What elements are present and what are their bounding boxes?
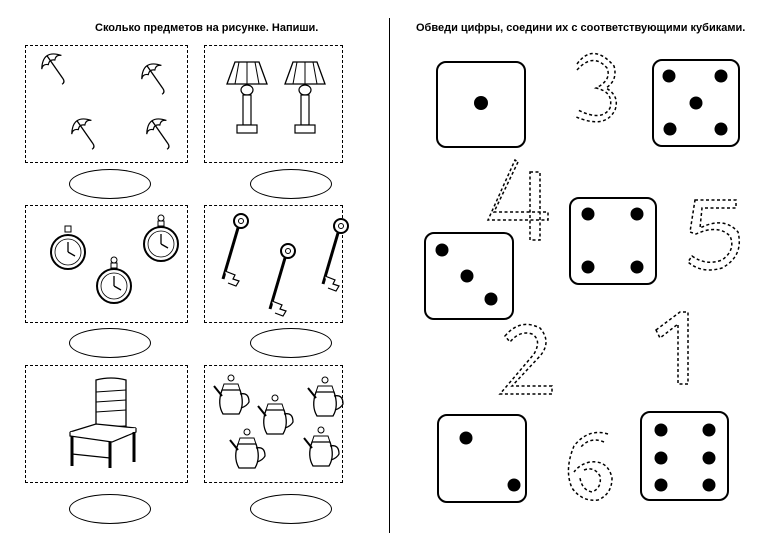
dice-pip [703,424,716,437]
dotted-digit [574,53,616,121]
dice-pip [655,479,668,492]
dice-pip [461,270,474,283]
dice-pip [582,261,595,274]
dice-pip [485,293,498,306]
dice-pip [508,479,521,492]
dice-pip [690,97,703,110]
dice-pip [664,123,677,136]
dice-pip [474,96,488,110]
dice-pip [715,123,728,136]
dice-pip [631,208,644,221]
dice-pip [460,432,473,445]
dotted-digit [568,433,612,501]
dotted-digit [500,324,552,394]
dice-pip [655,424,668,437]
dice-pip [582,208,595,221]
dice-pip [663,70,676,83]
dice-pip [703,452,716,465]
dice-pip [436,244,449,257]
dice-pip [631,261,644,274]
left-instruction: Сколько предметов на рисунке. Напиши. [95,22,319,34]
dice-pip [703,479,716,492]
dotted-digit [488,160,548,240]
right-instruction: Обведи цифры, соедини их с соответствующими кубиками. [416,22,746,34]
dotted-digit [656,312,688,384]
dice-pip [655,452,668,465]
dotted-digit [688,200,739,270]
dice-pip [715,70,728,83]
